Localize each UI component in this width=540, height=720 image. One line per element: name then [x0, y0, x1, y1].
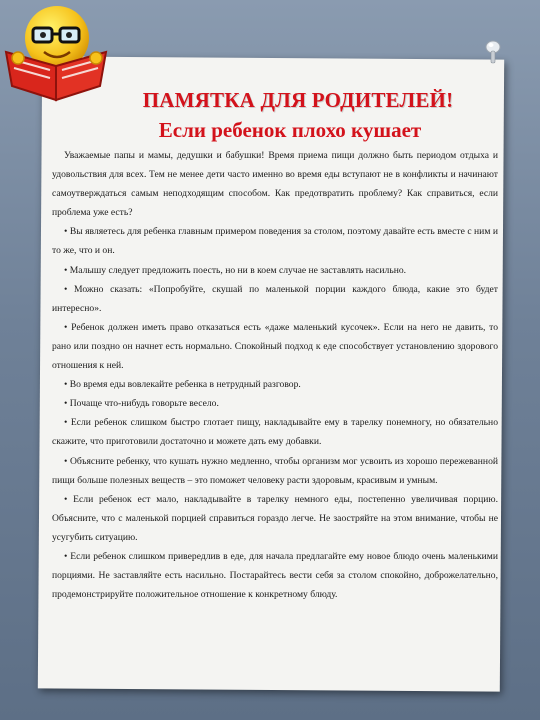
memo-subtitle: Если ребенок плохо кушает — [158, 118, 422, 142]
memo-paragraph: Уважаемые папы и мамы, дедушки и бабушки! Время приема пищи должно быть периодом отдыха и удовольствия для всех. Тем не менее дети часто именно во время еды вступают не в конфликты и начинают самоутверждаться самым неподходящим способом. Как предотвратить проблему? Как справиться, если проблема уже есть? — [52, 150, 498, 219]
memo-paragraph: • Если ребенок ест мало, накладывайте в тарелку немного еды, постепенно увеличивая порцию. Объясните, что с маленькой порцией справиться гораздо легче. Не заостряйте на этом внимание, чтобы не усугубить ситуацию. — [52, 493, 498, 543]
memo-body — [52, 146, 498, 604]
memo-paragraph: • Ребенок должен иметь право отказаться есть «даже маленький кусочек». Если на него не давить, то рано или поздно он начнет есть нормально. Спокойный подход к еде способствует установлению здорового отношения к ней. — [52, 321, 498, 372]
push-pin-icon — [484, 40, 502, 66]
memo-paragraph: • Малышу следует предложить поесть, но ни в коем случае не заставлять насильно. — [64, 264, 407, 276]
reading-smiley-icon — [2, 2, 110, 102]
memo-paragraph: • Если ребенок слишком привередлив в еде, для начала предлагайте ему новое блюдо очень маленькими порциями. Не заставляйте есть насильно. Постарайтесь вести себя за столом спокойно, доброжелательно, продемонстрируйте положительное отношение к конкретному блюду. — [52, 550, 498, 601]
memo-title: ПАМЯТКА ДЛЯ РОДИТЕЛЕЙ! — [142, 88, 454, 112]
memo-paragraph: • Если ребенок слишком быстро глотает пищу, накладывайте ему в тарелку понемногу, но обязательно скажите, что приготовили достаточно и можете дать ему добавки. — [52, 417, 498, 448]
memo-paragraph: • Почаще что-нибудь говорьте весело. — [64, 398, 219, 410]
memo-paragraph: • Объясните ребенку, что кушать нужно медленно, чтобы организм мог усвоить из хорошо пережеванной пищи больше полезных веществ – это поможет человеку расти здоровым, красивым и умным. — [52, 455, 498, 486]
memo-paragraph: • Вы являетесь для ребенка главным примером поведения за столом, поэтому давайте есть вместе с ним и то же, что и он. — [52, 226, 498, 257]
memo-paragraph: • Можно сказать: «Попробуйте, скушай по маленькой порции каждого блюда, какие это будет интересно». — [52, 283, 498, 314]
memo-paragraph: • Во время еды вовлекайте ребенка в нетрудный разговор. — [64, 379, 301, 391]
